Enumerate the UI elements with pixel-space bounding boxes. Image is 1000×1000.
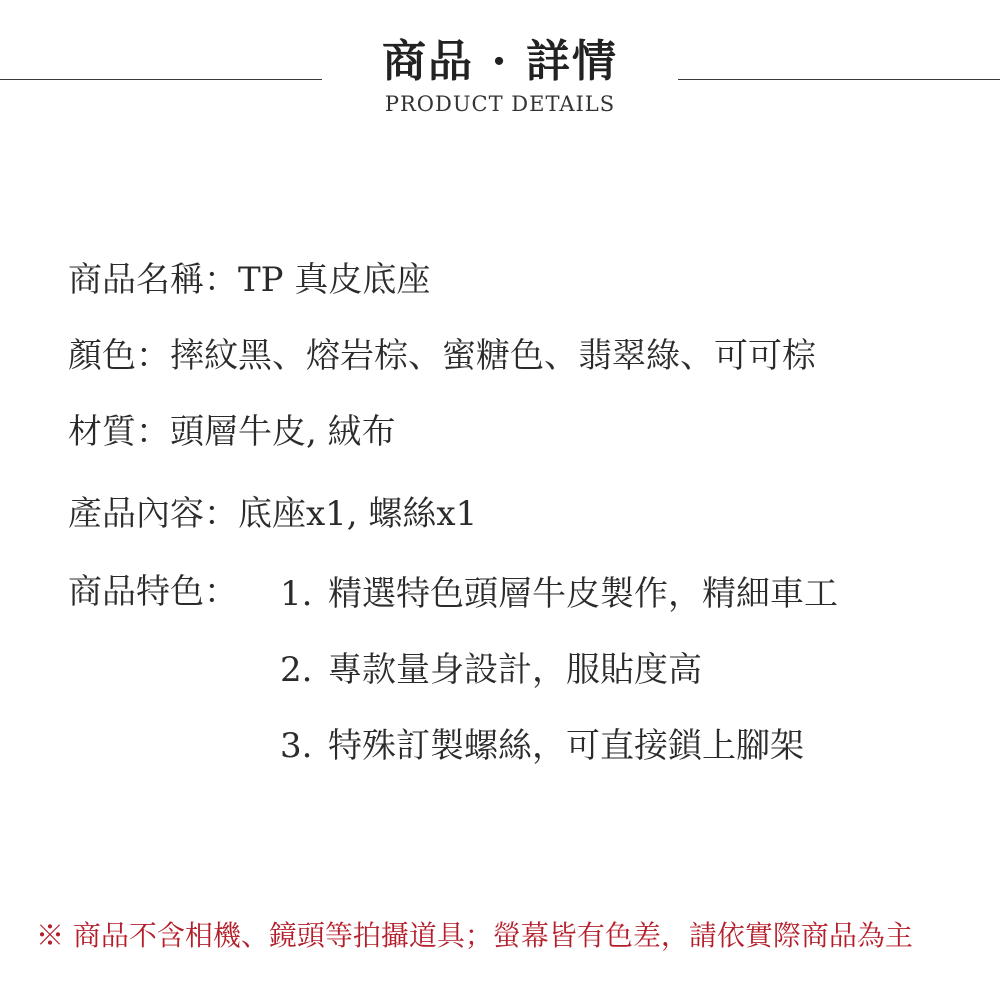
- detail-row-contents: [68, 492, 477, 536]
- detail-value: 底座x1, 螺絲x1: [238, 494, 478, 534]
- detail-label: 產品內容：: [68, 494, 238, 534]
- feature-number: 2.: [280, 650, 313, 690]
- detail-value: 頭層牛皮, 絨布: [170, 412, 396, 452]
- feature-item: [280, 648, 702, 692]
- feature-number: 3.: [280, 726, 313, 766]
- detail-row-material: [68, 410, 396, 454]
- feature-text: 專款量身設計，服貼度高: [328, 650, 702, 690]
- page-subtitle: PRODUCT DETAILS: [384, 92, 616, 116]
- feature-number: 1.: [280, 574, 313, 614]
- detail-value: TP 真皮底座: [238, 260, 431, 300]
- detail-label: 材質：: [68, 412, 170, 452]
- feature-item: [280, 724, 804, 768]
- page-title: 商品 · 詳情: [382, 36, 618, 87]
- detail-row-color: [68, 334, 816, 378]
- feature-item: [280, 572, 838, 616]
- header-divider-right: [678, 79, 1000, 80]
- header-divider-left: [0, 79, 322, 80]
- detail-row-name: [68, 258, 430, 302]
- detail-label: 顏色：: [68, 336, 170, 376]
- feature-text: 精選特色頭層牛皮製作，精細車工: [328, 574, 838, 614]
- feature-text: 特殊訂製螺絲，可直接鎖上腳架: [328, 726, 804, 766]
- detail-label: 商品名稱：: [68, 260, 238, 300]
- disclaimer-note: ※ 商品不含相機、鏡頭等拍攝道具；螢幕皆有色差，請依實際商品為主: [36, 919, 913, 952]
- detail-value: 摔紋黑、熔岩棕、蜜糖色、翡翠綠、可可棕: [170, 336, 816, 376]
- features-label: 商品特色：: [68, 572, 238, 612]
